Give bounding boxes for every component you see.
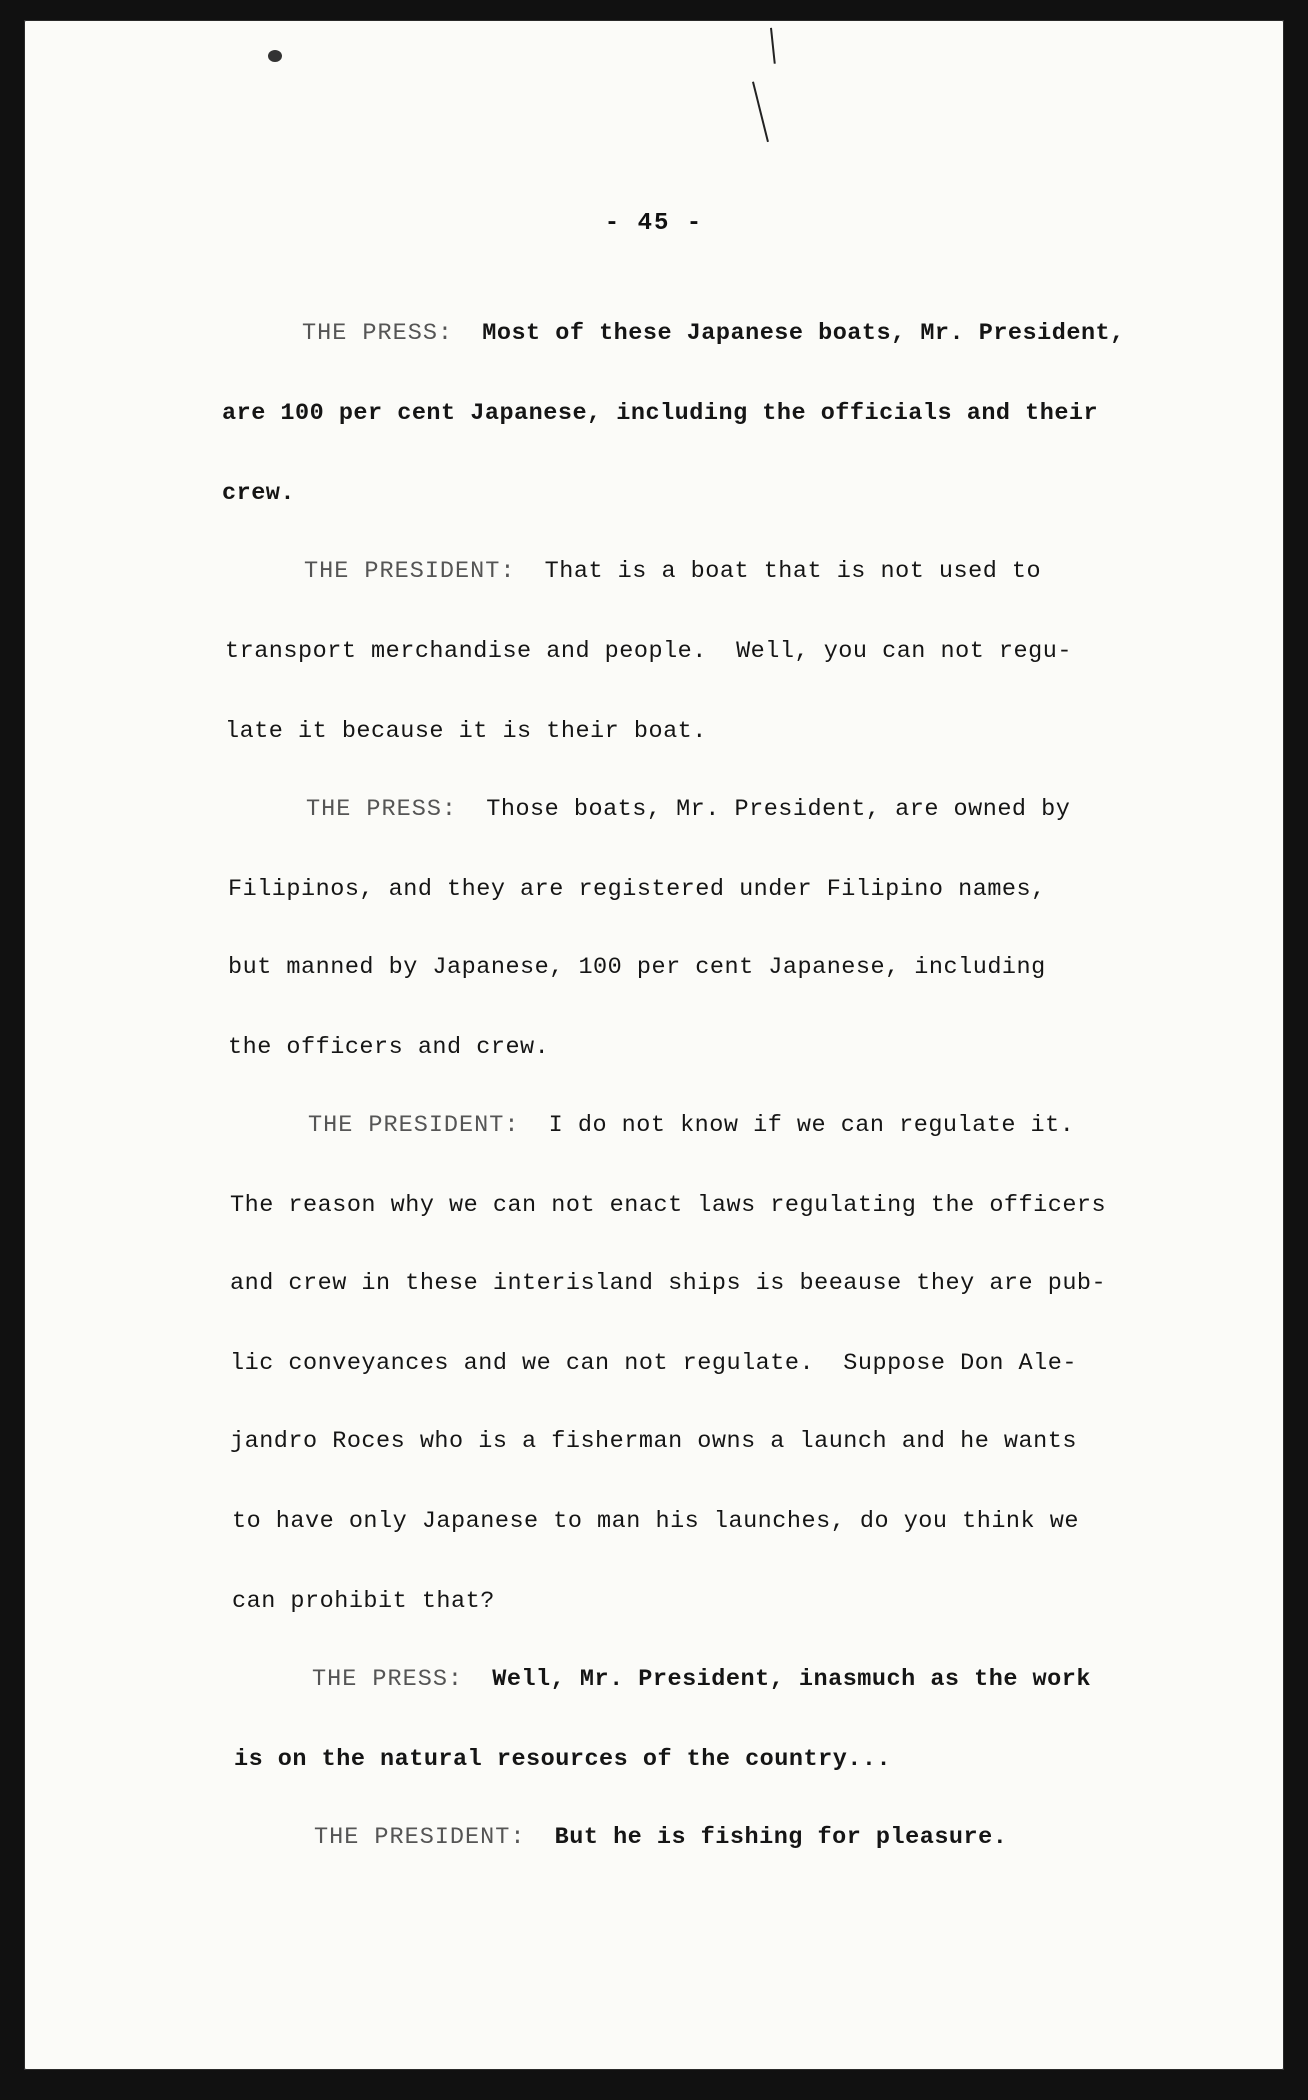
dialogue-text: That is a boat that is not used to — [544, 558, 1042, 585]
paragraph-5-line-1 — [312, 1668, 1091, 1692]
paragraph-6-line-1 — [314, 1826, 1007, 1850]
paragraph-2-line-2: transport merchandise and people. Well, you can not regu- — [225, 638, 1072, 665]
speaker-label: THE PRESS: — [312, 1666, 464, 1693]
dialogue-text: Those boats, Mr. President, are owned by — [486, 796, 1071, 823]
dialogue-text: Well, Mr. President, inasmuch as the work — [492, 1666, 1091, 1693]
paragraph-5-line-2: is on the natural resources of the country... — [234, 1746, 892, 1773]
paragraph-4-line-1 — [308, 1114, 1074, 1138]
paragraph-3-line-2: Filipinos, and they are registered under Filipino names, — [228, 876, 1046, 903]
speaker-label: THE PRESIDENT: — [304, 558, 516, 585]
paragraph-4-line-4: lic conveyances and we can not regulate. Suppose Don Ale- — [230, 1350, 1077, 1377]
paragraph-4-line-3: and crew in these interisland ships is beeause they are pub- — [230, 1270, 1107, 1297]
speaker-label: THE PRESS: — [302, 320, 454, 347]
paragraph-3-line-3: but manned by Japanese, 100 per cent Japanese, including — [228, 954, 1046, 981]
page-number: - 45 - — [604, 210, 704, 237]
dialogue-text: But he is fishing for pleasure. — [554, 1824, 1008, 1851]
paragraph-1-line-2: are 100 per cent Japanese, including the officials and their — [222, 400, 1099, 427]
paragraph-4-line-6: to have only Japanese to man his launches, do you think we — [232, 1508, 1079, 1535]
paragraph-1-line-3: crew. — [222, 480, 296, 507]
paragraph-4-line-5: jandro Roces who is a fisherman owns a launch and he wants — [230, 1428, 1077, 1455]
paragraph-1-line-1 — [302, 322, 1125, 346]
paragraph-3-line-4: the officers and crew. — [228, 1034, 550, 1061]
paragraph-4-line-7: can prohibit that? — [232, 1588, 495, 1615]
dialogue-text: I do not know if we can regulate it. — [548, 1112, 1075, 1139]
speaker-label: THE PRESIDENT: — [314, 1824, 526, 1851]
paragraph-3-line-1 — [306, 798, 1070, 822]
speaker-label: THE PRESS: — [306, 796, 458, 823]
paragraph-4-line-2: The reason why we can not enact laws regulating the officers — [230, 1192, 1107, 1219]
paragraph-2-line-3: late it because it is their boat. — [225, 718, 707, 745]
paragraph-2-line-1 — [304, 560, 1041, 584]
speaker-label: THE PRESIDENT: — [308, 1112, 520, 1139]
scan-speck — [268, 50, 282, 62]
dialogue-text: Most of these Japanese boats, Mr. President, — [482, 320, 1125, 347]
